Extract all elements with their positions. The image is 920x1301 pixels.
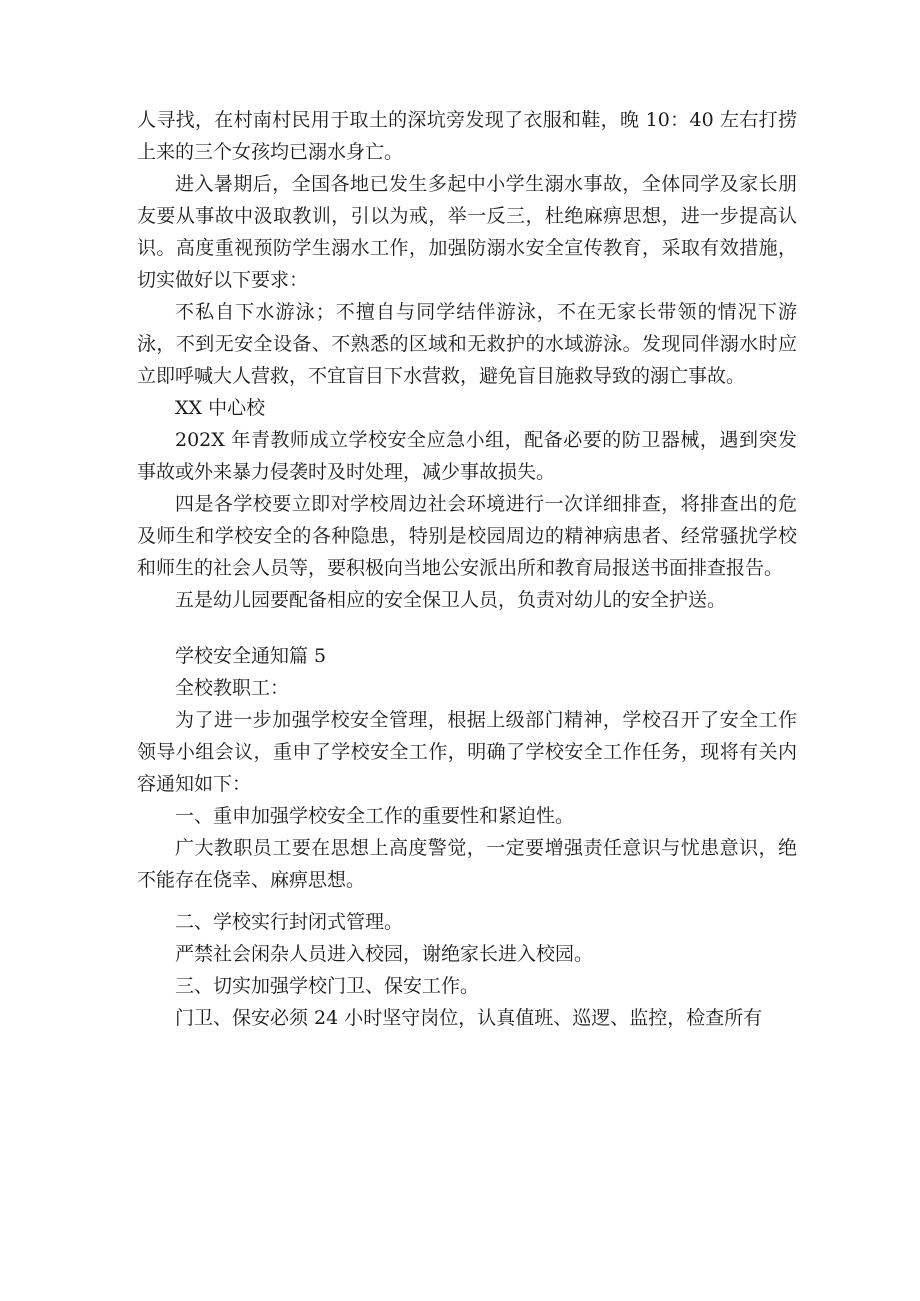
paragraph-closed-campus: 严禁社会闲杂人员进入校园，谢绝家长进入校园。 xyxy=(175,943,594,965)
paragraph-guards: 门卫、保安必须 24 小时坚守岗位，认真值班、巡逻、监控，检查所有 xyxy=(175,1007,763,1029)
paragraph-drowning-warning: 进入暑期后，全国各地已发生多起中小学生溺水事故，全体同学及家长朋友要从事故中汲取教训，引以为戒，举一反三，杜绝麻痹思想，进一步提高认识。高度重视预防学生溺水工作，加强防溺水安全宣传教育，采取有效措施，切实做好以下要求： xyxy=(137,173,797,291)
paragraph-continuation: 人寻找，在村南村民用于取土的深坑旁发现了衣服和鞋，晚 10：40 左右打捞上来的三个女孩均已溺水身亡。 xyxy=(137,109,797,163)
paragraph-emergency-team: 202X 年青教师成立学校安全应急小组，配备必要的防卫器械，遇到突发事故或外来暴力侵袭时及时处理，减少事故损失。 xyxy=(137,429,797,483)
document-body xyxy=(137,104,797,1034)
signature-school: XX 中心校 xyxy=(175,397,266,419)
section-title: 学校安全通知篇 5 xyxy=(175,645,327,667)
paragraph-vigilance: 广大教职员工要在思想上高度警觉，一定要增强责任意识与忧患意识，绝不能存在侥幸、麻痹思想。 xyxy=(137,837,797,891)
heading-one: 一、重申加强学校安全工作的重要性和紧迫性。 xyxy=(175,805,575,827)
salutation: 全校教职工： xyxy=(175,677,290,699)
paragraph-swimming-rules: 不私自下水游泳；不擅自与同学结伴游泳，不在无家长带领的情况下游泳，不到无安全设备、不熟悉的区域和无救护的水域游泳。发现同伴溺水时应立即呼喊大人营救，不宜盲目下水营救，避免盲目施救导致的溺亡事故。 xyxy=(137,301,797,387)
paragraph-item-five: 五是幼儿园要配备相应的安全保卫人员，负责对幼儿的安全护送。 xyxy=(175,589,727,611)
heading-three: 三、切实加强学校门卫、保安工作。 xyxy=(175,975,480,997)
heading-two: 二、学校实行封闭式管理。 xyxy=(175,911,404,933)
paragraph-item-four: 四是各学校要立即对学校周边社会环境进行一次详细排查，将排查出的危及师生和学校安全的各种隐患，特别是校园周边的精神病患者、经常骚扰学校和师生的社会人员等，要积极向当地公安派出所和教育局报送书面排查报告。 xyxy=(137,493,797,579)
paragraph-intro: 为了进一步加强学校安全管理，根据上级部门精神，学校召开了安全工作领导小组会议，重申了学校安全工作，明确了学校安全工作任务，现将有关内容通知如下： xyxy=(137,709,797,795)
